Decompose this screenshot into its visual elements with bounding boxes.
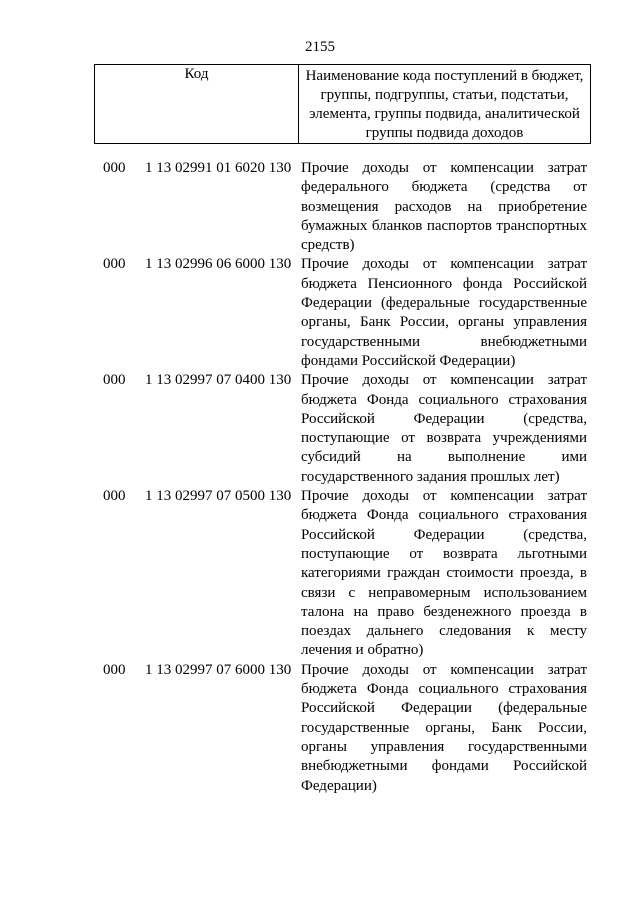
description-line: возмещения расходов на приобретение bbox=[301, 198, 587, 215]
header-name-line: группы подвида доходов bbox=[365, 125, 524, 141]
description-line: государственные органы, Банк России, bbox=[301, 719, 587, 736]
description-line: Федерации (федеральные государственные bbox=[301, 295, 587, 312]
revenue-description bbox=[301, 487, 587, 661]
description-line: бюджета Фонда социального страхования bbox=[301, 391, 587, 408]
table-row bbox=[0, 371, 640, 487]
description-line: Федерации) bbox=[301, 777, 377, 794]
description-line: фондами Российской Федерации) bbox=[301, 352, 516, 369]
page-number: 2155 bbox=[305, 39, 335, 55]
description-line: категориями граждан стоимости проезда, в bbox=[301, 565, 587, 582]
revenue-description bbox=[301, 371, 587, 487]
description-line: бюджета Фонда социального страхования bbox=[301, 507, 587, 524]
description-line: Российской Федерации (федеральные bbox=[301, 700, 587, 717]
table-row bbox=[0, 159, 640, 255]
description-line: Российской Федерации (средства, bbox=[301, 410, 587, 427]
revenue-code: 1 13 02997 07 6000 130 bbox=[145, 661, 292, 678]
admin-code: 000 bbox=[103, 160, 126, 176]
description-line: федерального бюджета (средства от bbox=[301, 179, 587, 196]
description-line: связи с неправомерным использованием bbox=[301, 584, 587, 601]
description-line: лечения и обратно) bbox=[301, 642, 424, 659]
description-line: государственного задания прошлых лет) bbox=[301, 468, 560, 485]
description-line: органы управления государственными bbox=[301, 738, 587, 755]
description-line: бумажных бланков паспортов транспортных bbox=[301, 217, 587, 234]
revenue-description bbox=[301, 255, 587, 371]
description-line: поездах дальнего следования к месту bbox=[301, 623, 587, 640]
revenue-code: 1 13 02997 07 0500 130 bbox=[145, 488, 292, 505]
description-line: субсидий на выполнение ими bbox=[301, 449, 587, 466]
table-row bbox=[0, 487, 640, 661]
header-code-cell bbox=[95, 65, 299, 144]
revenue-code: 1 13 02991 01 6020 130 bbox=[145, 160, 292, 176]
description-line: Прочие доходы от компенсации затрат bbox=[301, 372, 587, 389]
revenue-description bbox=[301, 661, 587, 796]
description-line: поступающие от возврата учреждениями bbox=[301, 430, 587, 447]
description-line: органы, Банк России, органы управления bbox=[301, 314, 587, 331]
revenue-description bbox=[301, 159, 587, 255]
table-row bbox=[0, 255, 640, 371]
description-line: государственными внебюджетными bbox=[301, 333, 587, 350]
table-header bbox=[94, 64, 591, 144]
admin-code: 000 bbox=[103, 488, 126, 505]
admin-code: 000 bbox=[103, 661, 126, 678]
table-row bbox=[0, 661, 640, 796]
revenue-code: 1 13 02997 07 0400 130 bbox=[145, 372, 292, 389]
revenue-code: 1 13 02996 06 6000 130 bbox=[145, 256, 292, 273]
description-line: внебюджетными фондами Российской bbox=[301, 758, 587, 775]
description-line: Прочие доходы от компенсации затрат bbox=[301, 661, 587, 678]
header-name-cell bbox=[299, 65, 591, 144]
header-name-line: Наименование кода поступлений в бюджет, bbox=[305, 68, 584, 84]
admin-code: 000 bbox=[103, 372, 126, 389]
revenue-code-list bbox=[0, 159, 640, 796]
description-line: бюджета Фонда социального страхования bbox=[301, 681, 587, 698]
description-line: поступающие от возврата льготными bbox=[301, 545, 587, 562]
description-line: талона на право безденежного проезда в bbox=[301, 603, 587, 620]
header-name-line: элемента, группы подвида, аналитической bbox=[309, 106, 580, 122]
description-line: Прочие доходы от компенсации затрат bbox=[301, 160, 587, 176]
description-line: Прочие доходы от компенсации затрат bbox=[301, 256, 587, 273]
header-code-label: Код bbox=[184, 66, 209, 82]
description-line: Российской Федерации (средства, bbox=[301, 526, 587, 543]
description-line: бюджета Пенсионного фонда Российской bbox=[301, 275, 587, 292]
admin-code: 000 bbox=[103, 256, 126, 273]
description-line: средств) bbox=[301, 237, 355, 254]
description-line: Прочие доходы от компенсации затрат bbox=[301, 488, 587, 505]
header-name-line: группы, подгруппы, статьи, подстатьи, bbox=[320, 87, 569, 103]
